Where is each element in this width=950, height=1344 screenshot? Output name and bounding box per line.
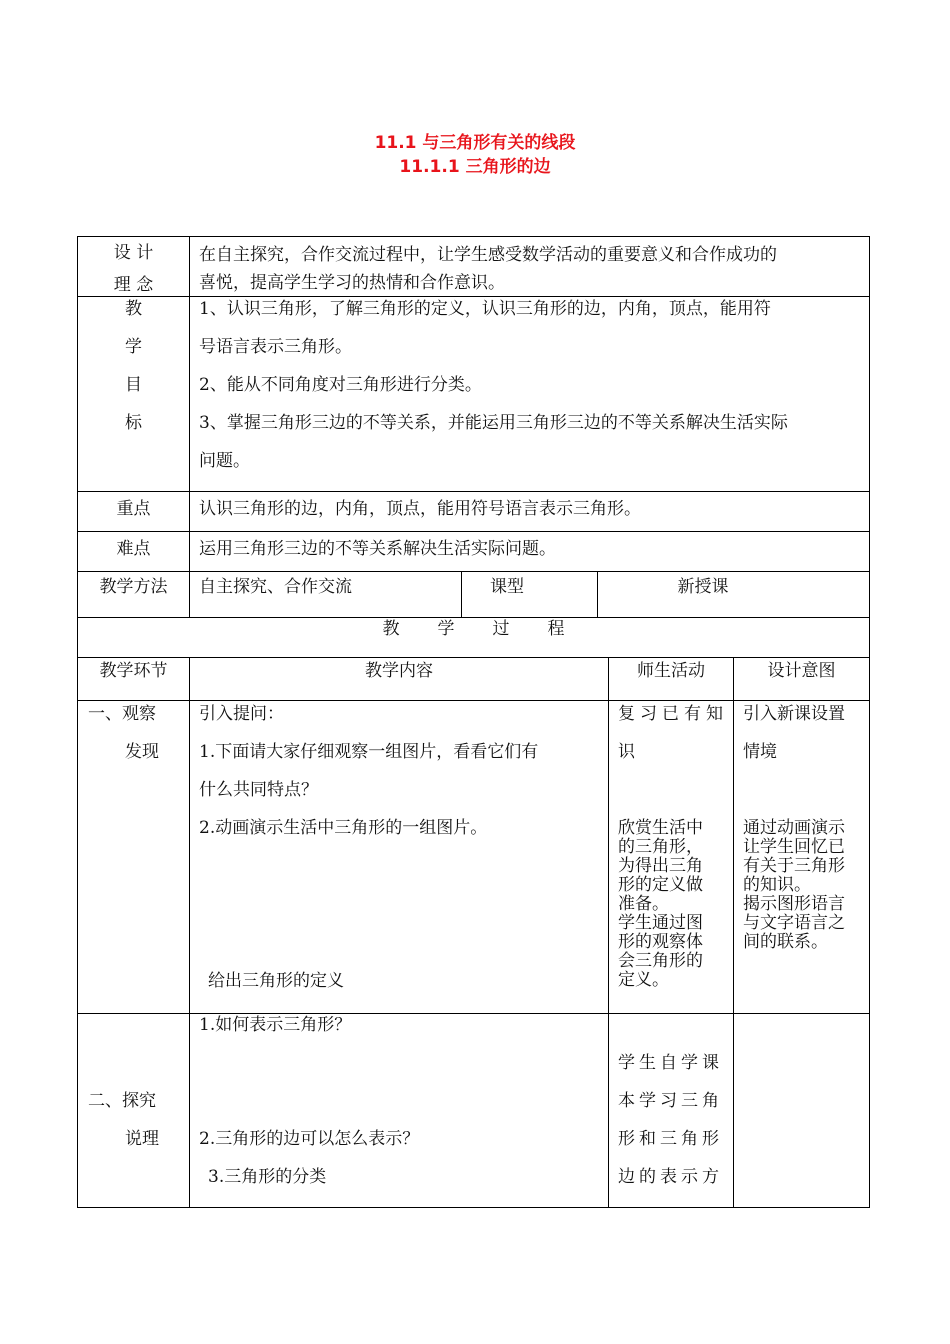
stage1-activity-list	[618, 819, 732, 990]
process-header: 教学过程	[382, 619, 603, 639]
stage2-content-2: 2.三角形的边可以怎么表示？	[199, 1129, 420, 1149]
goal-item-2: 2、能从不同角度对三角形进行分类。	[199, 375, 482, 395]
key-label: 重点	[116, 499, 151, 519]
goal-item-1-cont: 号语言表示三角形。	[199, 337, 352, 357]
goal-item-1: 1、认识三角形，了解三角形的定义，认识三角形的边，内角，顶点，能用符	[199, 299, 771, 319]
stage2-name-1: 二、探究	[88, 1091, 156, 1111]
stage2-activity-1: 学生自学课	[618, 1053, 723, 1073]
goal-item-3: 3、掌握三角形三边的不等关系，并能运用三角形三边的不等关系解决生活实际	[199, 413, 788, 433]
method-label: 教学方法	[99, 577, 168, 597]
stage1-intent-1: 引入新课设置	[743, 704, 845, 724]
difficulty-content: 运用三角形三边的不等关系解决生活实际问题。	[199, 539, 556, 559]
page-subtitle: 11.1.1 三角形的边	[399, 157, 551, 177]
stage1-activity-line: 为得出三角	[618, 856, 703, 876]
stage1-intent-line: 的知识。	[743, 875, 811, 895]
page-title: 11.1 与三角形有关的线段	[374, 133, 576, 153]
stage1-intent-list	[743, 819, 868, 952]
stage1-intent-line: 与文字语言之	[743, 913, 845, 933]
header-stage: 教学环节	[99, 661, 168, 681]
stage2-content-3: 3.三角形的分类	[208, 1167, 327, 1187]
stage1-activity-line: 准备。	[618, 894, 669, 914]
stage2-name-2: 说理	[125, 1129, 159, 1149]
stage1-intent-line: 有关于三角形	[743, 856, 845, 876]
design-label-2: 理 念	[113, 275, 154, 295]
method-content: 自主探究、合作交流	[199, 577, 352, 597]
design-content-2: 喜悦，提高学生学习的热情和合作意识。	[199, 273, 505, 293]
stage1-intent-2: 情境	[743, 742, 777, 762]
stage1-content-3: 什么共同特点？	[199, 780, 318, 800]
goals-label-0: 教	[125, 299, 142, 319]
stage1-activity-line: 学生通过图	[618, 913, 703, 933]
key-content: 认识三角形的边，内角，顶点，能用符号语言表示三角形。	[199, 499, 641, 519]
stage1-intent-line: 间的联系。	[743, 932, 828, 952]
design-content-1: 在自主探究，合作交流过程中，让学生感受数学活动的重要意义和合作成功的	[199, 245, 777, 265]
goals-label-2: 目	[125, 375, 142, 395]
stage1-content-1: 引入提问：	[199, 704, 284, 724]
stage1-activity-1: 复习已有知	[618, 704, 728, 724]
stage2-content-1: 1.如何表示三角形？	[199, 1015, 352, 1035]
stage1-intent-line: 揭示图形语言	[743, 894, 845, 914]
stage1-activity-line: 会三角形的	[618, 951, 703, 971]
stage1-content-5: 给出三角形的定义	[208, 971, 344, 991]
difficulty-label: 难点	[116, 539, 151, 559]
stage1-name-2: 发现	[125, 742, 159, 762]
stage1-intent-line: 通过动画演示	[743, 818, 845, 838]
goals-label-3: 标	[125, 413, 142, 433]
stage1-intent-line: 让学生回忆已	[743, 837, 845, 857]
lesson-type-value: 新授课	[677, 577, 729, 597]
goal-item-3-cont: 问题。	[199, 451, 250, 471]
stage2-activity-2: 本学习三角	[618, 1091, 723, 1111]
stage1-content-4: 2.动画演示生活中三角形的一组图片。	[199, 818, 488, 838]
stage1-name-1: 一、观察	[88, 704, 156, 724]
header-content: 教学内容	[365, 661, 433, 681]
goals-label-1: 学	[125, 337, 142, 357]
stage1-activity-line: 欣赏生活中	[618, 818, 703, 838]
design-label-1: 设 计	[113, 243, 154, 263]
stage2-activity-4: 边的表示方	[618, 1167, 723, 1187]
header-activity: 师生活动	[637, 661, 705, 681]
stage1-activity-line: 形的观察体	[618, 932, 703, 952]
lesson-type-label: 课型	[490, 577, 524, 597]
stage1-activity-line: 定义。	[618, 970, 669, 990]
stage1-content-2: 1.下面请大家仔细观察一组图片，看看它们有	[199, 742, 539, 762]
header-intent: 设计意图	[767, 661, 836, 681]
stage1-activity-line: 的三角形，	[618, 837, 703, 857]
stage1-activity-2: 识	[618, 742, 635, 762]
stage1-activity-line: 形的定义做	[618, 875, 703, 895]
stage2-activity-3: 形和三角形	[618, 1129, 723, 1149]
